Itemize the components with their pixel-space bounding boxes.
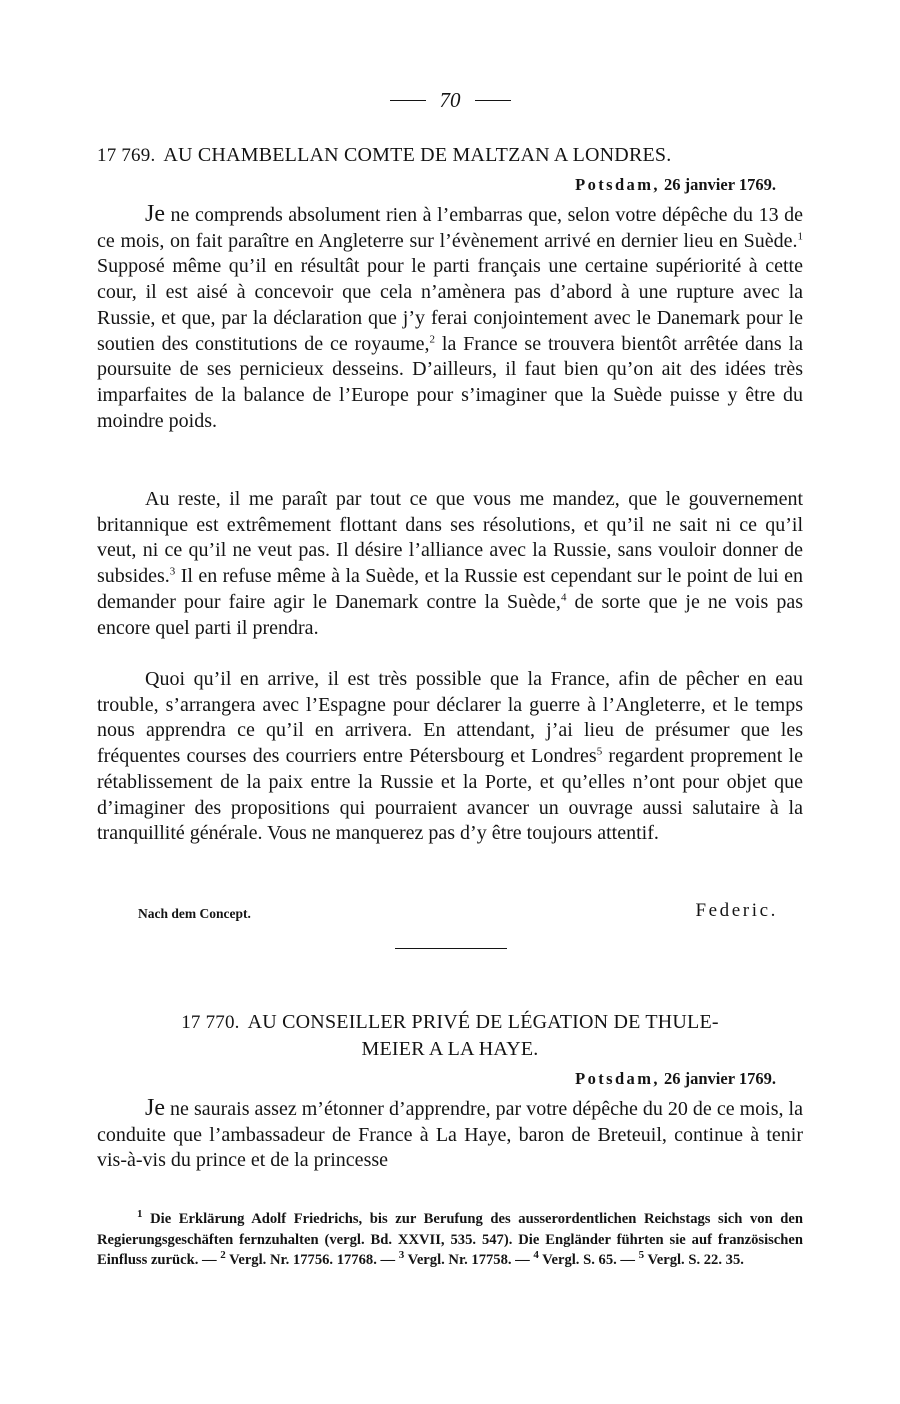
footnote-text-3: Vergl. Nr. 17758. —: [404, 1252, 534, 1268]
letter-1-number: 17 769.: [97, 145, 156, 166]
text-run: de sorte que je ne vois pas encore quel parti il prendra.: [97, 590, 803, 639]
letter-2-heading: [97, 1009, 803, 1063]
footnote-mark-3: 3: [398, 1249, 405, 1262]
footnote-ref-3: 3: [169, 565, 176, 578]
footnote-text-4: Vergl. S. 65. —: [538, 1252, 639, 1268]
footnotes: [97, 1209, 803, 1271]
footnote-text-5: Vergl. S. 22. 35.: [644, 1252, 744, 1268]
page-number-value: 70: [439, 88, 461, 112]
letter-1-dateline: [575, 174, 776, 196]
letter-2-date: 26 janvier 1769.: [664, 1069, 776, 1088]
letter-1-title: AU CHAMBELLAN COMTE DE MALTZAN A LONDRES.: [163, 144, 672, 166]
footnote-text-2: Vergl. Nr. 17756. 17768. —: [225, 1252, 399, 1268]
letter-2-dateline: [575, 1068, 776, 1090]
letter-1-date: 26 janvier 1769.: [664, 175, 776, 194]
letter-2-paragraph-1: [97, 1096, 803, 1174]
text-run: ne comprends absolument rien à l’embarras que, selon votre dépêche du 13 de ce mois, on fait paraître en Angleterre sur l’évènement arrivé en dernier lieu en Suède.: [97, 204, 803, 252]
letter-2-title-line-1: AU CONSEILLER PRIVÉ DE LÉGATION DE THULE-: [247, 1011, 719, 1033]
footnote-ref-5: 5: [596, 745, 603, 758]
text-run: ne saurais assez m’étonner d’apprendre, par votre dépêche du 20 de ce mois, la conduite que l’ambassadeur de France à La Haye, baron de Breteuil, continue à tenir vis-à-vis du prince et de la princesse: [97, 1098, 803, 1172]
letter-1-paragraph-1: [97, 202, 803, 434]
section-separator: [395, 948, 507, 949]
letter-2-title-line-2: MEIER A LA HAYE.: [361, 1038, 539, 1060]
dash-left: [390, 100, 426, 101]
dash-right: [475, 100, 511, 101]
letter-1-paragraph-3: [97, 667, 803, 847]
letter-2-heading-line-1: [97, 1009, 803, 1036]
letter-2-first-word: Je: [145, 1095, 165, 1121]
footnote-text-1: Die Erklärung Adolf Friedrichs, bis zur Berufung des ausserordentlichen Reichstags sich von den Regierungsgeschäften fernzuhalten (vergl. Bd. XXVII, 535. 547). Die Engländer führten sie auf französischen Einfluss zurück. —: [97, 1211, 803, 1268]
footnote-ref-4: 4: [560, 591, 567, 604]
signature: Federic.: [695, 900, 778, 921]
footnote-mark-2: 2: [220, 1249, 226, 1262]
letter-2-place: Potsdam,: [575, 1069, 660, 1088]
page-number: [0, 88, 900, 112]
letter-1-first-word: Je: [145, 201, 165, 227]
footnote-mark-4: 4: [533, 1249, 539, 1262]
footnote-mark-5: 5: [638, 1249, 645, 1262]
text-run: regardent proprement le rétablissement de la paix entre la Russie et la Porte, et qu’elles n’ont pour objet que d’imaginer des propositions qui pourraient avancer un ouvrage aussi salutaire à la tranquillité générale. Vous ne manquerez pas d’y être toujours attentif.: [97, 745, 803, 845]
letter-1-heading: [97, 142, 803, 169]
footnote-ref-1: 1: [797, 230, 803, 243]
letter-1-place: Potsdam,: [575, 175, 660, 194]
text-run: la France se trouvera bientôt arrêtée dans la poursuite de ses pernicieux desseins. D’ailleurs, il faut bien qu’on ait des idées très imparfaites de la balance de l’Europe pour s’imaginer que la Suède puisse y être du moindre poids.: [97, 332, 804, 432]
text-run: Quoi qu’il en arrive, il est très possible que la France, afin de pêcher en eau trouble, s’arrangera avec l’Espagne pour déclarer la guerre à l’Angleterre, et le temps nous apprendra ce qu’il en arrivera. En attendant, j’ai lieu de présumer que les fréquentes courses des courriers entre Pétersbourg et Londres: [97, 668, 803, 768]
text-run: Supposé même qu’il en résultât pour le parti français une certaine supériorité à cette cour, il est aisé à concevoir que cela n’amènera pas d’abord à une rupture avec la Russie, et que, par la déclaration que j’y ferai conjointement avec le Danemark pour le soutien des constitutions de ce royaume,: [97, 255, 803, 355]
letter-2-number: 17 770.: [181, 1012, 240, 1033]
footnote-mark-1: 1: [137, 1208, 143, 1221]
footnote-ref-2: 2: [429, 332, 436, 345]
text-run: Au reste, il me paraît par tout ce que vous me mandez, que le gouvernement britannique est extrêmement flottant dans ses résolutions, et qu’il ne sait ni ce qu’il veut, ni ce qu’il ne veut pas. Il désire l’alliance avec la Russie, sans vouloir donner de subsides.: [97, 488, 803, 588]
source-note: Nach dem Concept.: [138, 906, 251, 921]
letter-1-paragraph-2: [97, 487, 803, 641]
text-run: Il en refuse même à la Suède, et la Russie est cependant sur le point de lui en demander pour faire agir le Danemark contre la Suède,: [97, 565, 803, 613]
